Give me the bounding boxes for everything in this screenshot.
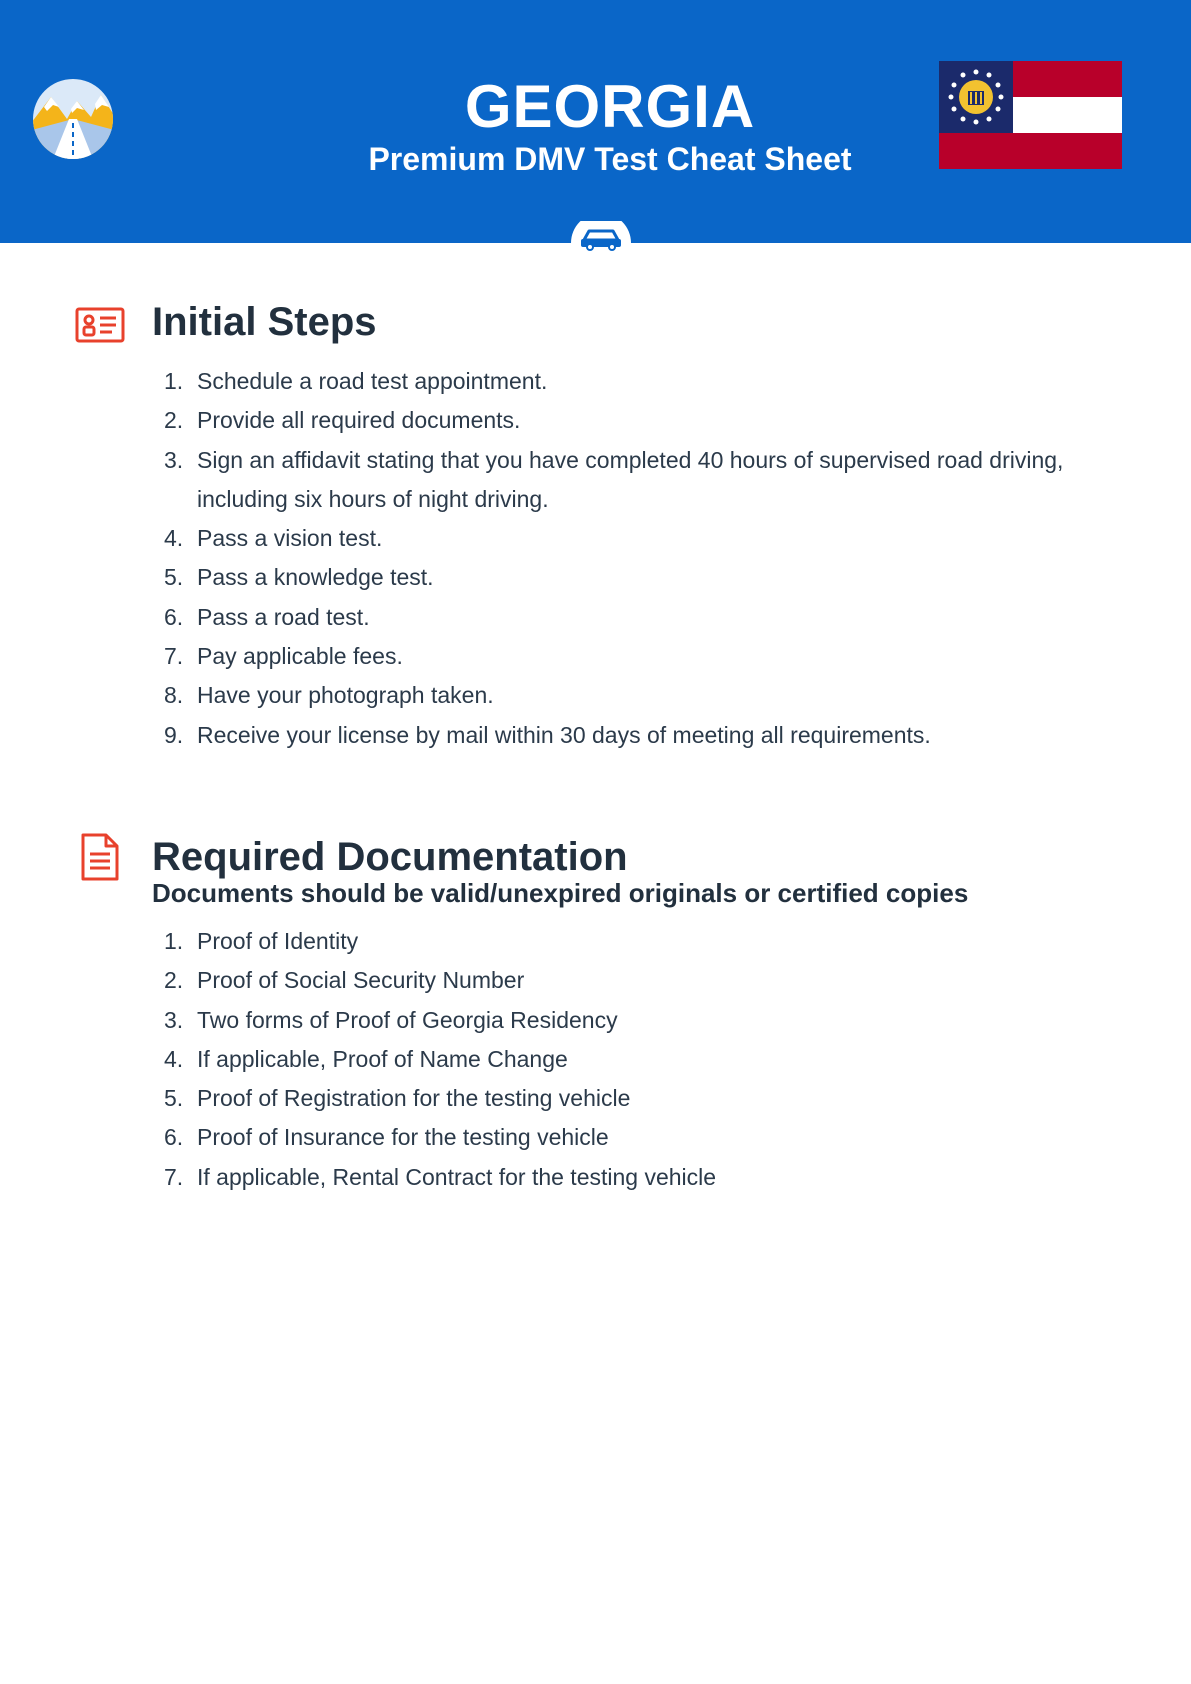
georgia-flag-icon <box>939 61 1122 169</box>
header-banner <box>0 0 1191 243</box>
initial-steps-list <box>158 362 1118 755</box>
id-card-icon <box>75 307 125 343</box>
list-item: 5. Pass a knowledge test. <box>164 564 434 591</box>
list-item: 6. Proof of Insurance for the testing vehicle <box>164 1124 609 1151</box>
list-item: 4. Pass a vision test. <box>164 525 383 552</box>
list-item: 9. Receive your license by mail within 30 days of meeting all requirements. <box>164 721 931 748</box>
required-docs-heading: Required Documentation <box>152 835 628 879</box>
page-subtitle: Premium DMV Test Cheat Sheet <box>368 141 852 177</box>
car-icon <box>571 221 631 251</box>
list-item: 7. Pay applicable fees. <box>164 643 403 670</box>
list-item: 5. Proof of Registration for the testing vehicle <box>164 1085 631 1112</box>
list-item: 3. Sign an affidavit stating that you have completed 40 hours of supervised road driving, including six hours of night driving. <box>164 446 1064 512</box>
required-docs-list <box>158 922 1118 1197</box>
list-item: 3. Two forms of Proof of Georgia Residency <box>164 1006 618 1033</box>
list-item: 2. Proof of Social Security Number <box>164 967 525 994</box>
page-title: GEORGIA <box>464 73 756 140</box>
list-item: 1. Proof of Identity <box>164 928 359 954</box>
list-item: 7. If applicable, Rental Contract for the testing vehicle <box>164 1163 717 1190</box>
list-item: 2. Provide all required documents. <box>164 407 521 434</box>
required-docs-subheading: Documents should be valid/unexpired originals or certified copies <box>152 878 969 908</box>
document-icon <box>80 832 120 882</box>
list-item: 4. If applicable, Proof of Name Change <box>164 1045 568 1072</box>
list-item: 1. Schedule a road test appointment. <box>164 368 548 394</box>
list-item: 6. Pass a road test. <box>164 603 370 630</box>
initial-steps-heading: Initial Steps <box>152 300 377 344</box>
list-item: 8. Have your photograph taken. <box>164 682 494 709</box>
